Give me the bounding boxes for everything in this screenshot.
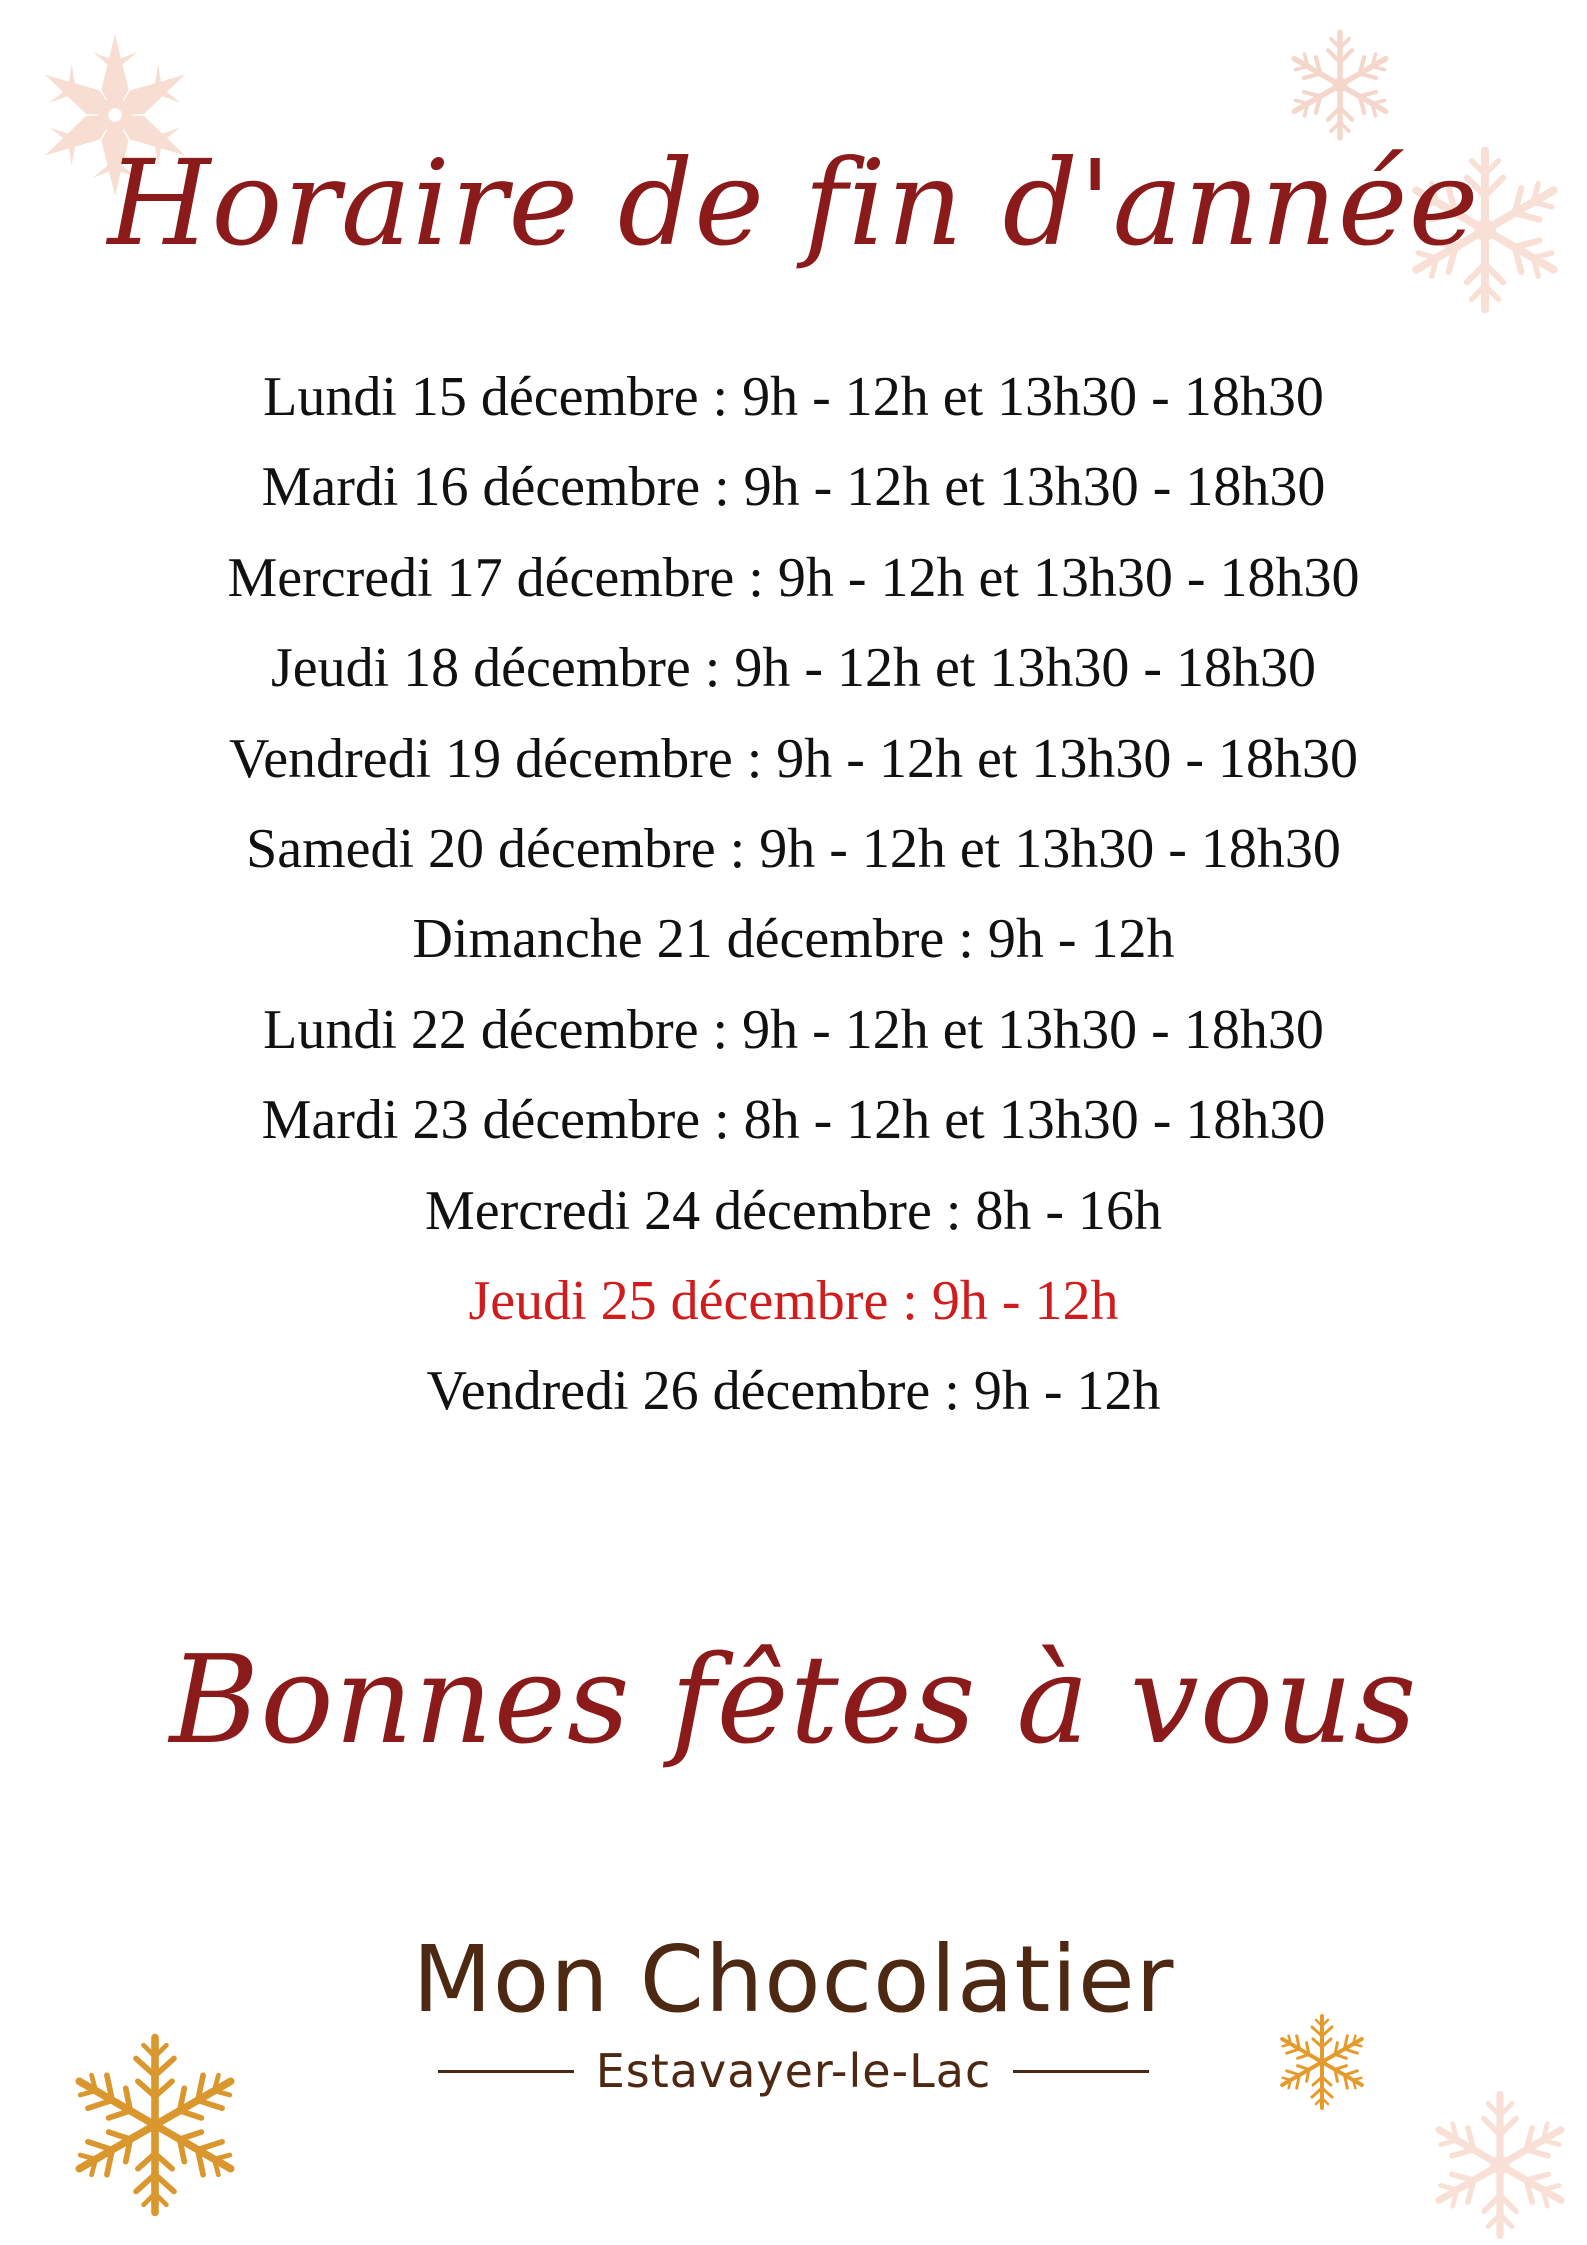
schedule-row: Vendredi 26 décembre : 9h - 12h — [426, 1360, 1161, 1423]
schedule-row: Lundi 15 décembre : 9h - 12h et 13h30 - 18h30 — [263, 366, 1324, 428]
schedule-row: Lundi 22 décembre : 9h - 12h et 13h30 - 18h30 — [263, 998, 1324, 1061]
snowflake-icon — [1280, 25, 1400, 145]
brand-logo — [0, 1925, 1587, 2099]
greeting-text: Bonnes fêtes à vous — [169, 1629, 1418, 1771]
brand-subtitle-row — [0, 2043, 1587, 2099]
page-title: Horaire de fin d'année — [107, 134, 1480, 272]
brand-location: Estavayer-le-Lac — [595, 2044, 992, 2098]
schedule-row: Mardi 16 décembre : 9h - 12h et 13h30 - 18h30 — [261, 456, 1326, 519]
schedule-row: Mercredi 24 décembre : 8h - 16h — [424, 1179, 1163, 1242]
brand-name: Mon Chocolatier — [412, 1926, 1175, 2033]
schedule-list — [0, 352, 1587, 1437]
schedule-row: Dimanche 21 décembre : 9h - 12h — [412, 908, 1175, 971]
schedule-row: Jeudi 18 décembre : 9h - 12h et 13h30 - 18h30 — [270, 637, 1317, 700]
snowflake-icon — [1415, 2085, 1585, 2245]
schedule-row: Mercredi 17 décembre : 9h - 12h et 13h30 - 18h30 — [227, 546, 1360, 609]
schedule-row: Vendredi 19 décembre : 9h - 12h et 13h30 - 18h30 — [228, 727, 1359, 790]
schedule-row: Mardi 23 décembre : 8h - 12h et 13h30 - 18h30 — [261, 1089, 1326, 1152]
schedule-row: Jeudi 25 décembre : 9h - 12h — [468, 1269, 1119, 1332]
brand-divider-right — [1013, 2070, 1149, 2073]
brand-divider-left — [438, 2070, 574, 2073]
schedule-row: Samedi 20 décembre : 9h - 12h et 13h30 - 18h30 — [246, 817, 1341, 880]
